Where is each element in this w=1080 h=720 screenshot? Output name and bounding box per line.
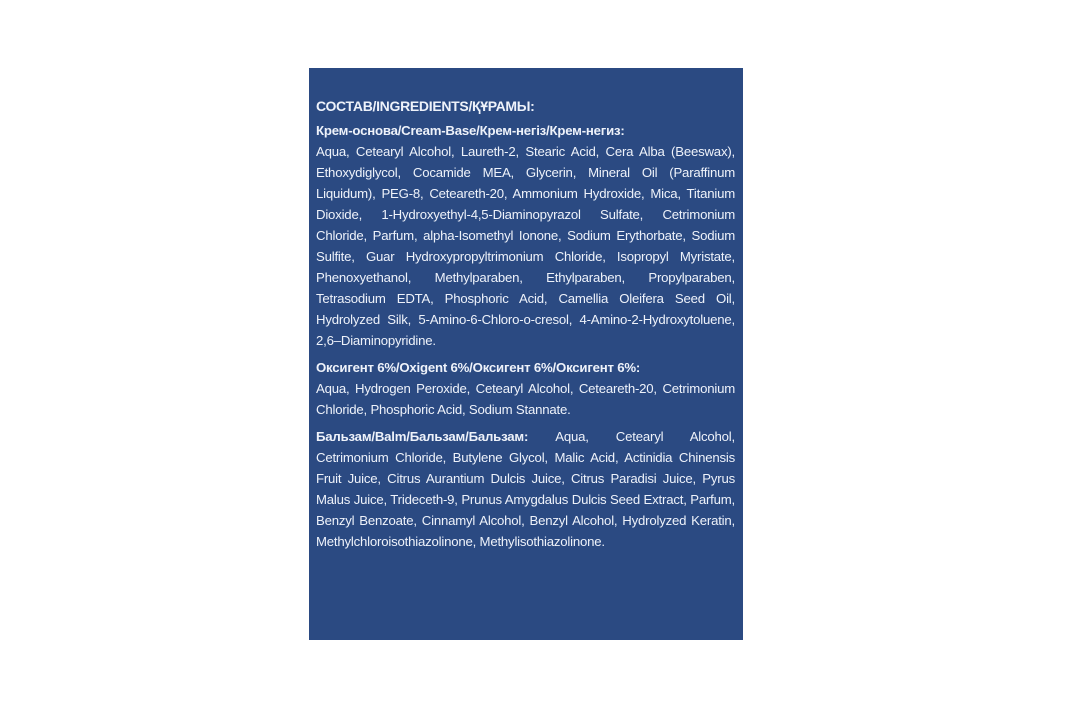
ingredients-heading: СОСТАВ/INGREDIENTS/ҚҰРАМЫ: [316,98,535,114]
oxigent-title: Оксигент 6%/Oxigent 6%/Оксигент 6%/Оксигент 6%: [316,360,641,375]
ingredients-label-panel [309,68,743,640]
oxigent-section [316,357,735,420]
balm-ingredients: Aqua, Cetearyl Alcohol, Cetrimonium Chloride, Butylene Glycol, Malic Acid, Actinidia Chinensis Fruit Juice, Citrus Aurantium Dulcis Juice, Citrus Paradisi Juice, Pyrus Malus Juice, Trideceth-9, Prunus Amygdalus Dulcis Seed Extract, Parfum, Benzyl Benzoate, Cinnamyl Alcohol, Benzyl Alcohol, Hydrolyzed Keratin, Methylchloroisothiazolinone, Methylisothiazolinone. [316,429,736,549]
cream-base-section [316,120,735,351]
cream-base-title: Крем-основа/Cream-Base/Крем-негіз/Крем-негиз: [316,123,625,138]
oxigent-ingredients: Aqua, Hydrogen Peroxide, Cetearyl Alcohol, Ceteareth-20, Cetrimonium Chloride, Phosphoric Acid, Sodium Stannate. [316,381,735,417]
cream-base-ingredients: Aqua, Cetearyl Alcohol, Laureth-2, Stearic Acid, Cera Alba (Beeswax), Ethoxydiglycol, Cocamide MEA, Glycerin, Mineral Oil (Paraffinum Liquidum), PEG-8, Ceteareth-20, Ammonium Hydroxide, Mica, Titanium Dioxide, 1-Hydroxyethyl-4,5-Diaminopyrazol Sulfate, Cetrimonium Chloride, Parfum, alpha-Isomethyl Ionone, Sodium Erythorbate, Sodium Sulfite, Guar Hydroxypropyltrimonium Chloride, Isopropyl Myristate, Phenoxyethanol, Methylparaben, Ethylparaben, Propylparaben, Tetrasodium EDTA, Phosphoric Acid, Camellia Oleifera Seed Oil, Hydrolyzed Silk, 5-Amino-6-Chloro-o-cresol, 4-Amino-2-Hydroxytoluene, 2,6–Diaminopyridine. [316,144,735,348]
balm-section [316,426,735,552]
balm-title: Бальзам/Balm/Бальзам/Бальзам: [316,429,529,444]
